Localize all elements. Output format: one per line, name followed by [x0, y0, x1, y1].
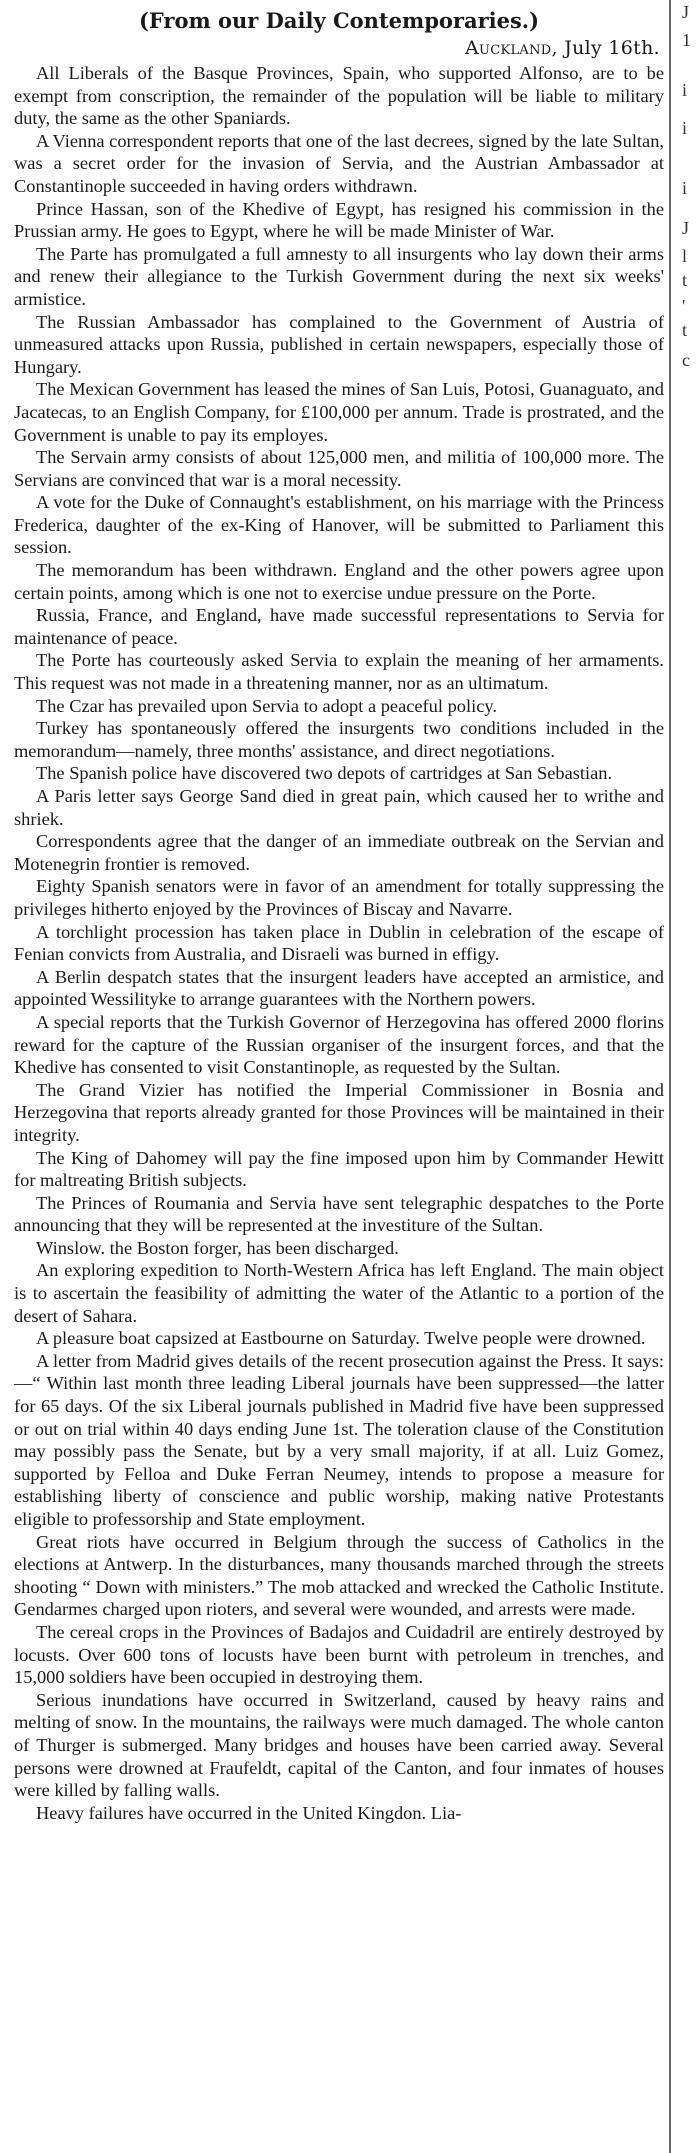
- news-item: Serious inundations have occurred in Switzerland, caused by heavy rains and melting of snow. In the mountains, the railways were much damaged. The whole canton of Thurger is submerged. Many bridges and houses have been carried away. Several persons were drowned at Fraufeldt, capital of the Canton, and four inmates of houses were killed by falling walls.: [14, 1689, 664, 1801]
- adjacent-column-fragment: [680, 0, 700, 2153]
- news-item: Correspondents agree that the danger of an immediate outbreak on the Servian and Motenegrin frontier is removed.: [14, 831, 664, 874]
- news-item: Heavy failures have occurred in the United Kingdon. Lia-: [36, 1802, 462, 1823]
- news-item: Prince Hassan, son of the Khedive of Egypt, has resigned his commission in the Prussian army. He goes to Egypt, where he will be made Minister of War.: [14, 198, 664, 242]
- news-item: The Servain army consists of about 125,000 men, and militia of 100,000 more. The Servians are convinced that war is a moral necessity.: [14, 447, 664, 490]
- column-rule: [669, 0, 671, 2153]
- news-column: [14, 8, 664, 1824]
- news-item: The Spanish police have discovered two depots of cartridges at San Sebastian.: [36, 763, 613, 784]
- news-items: [14, 62, 664, 1824]
- news-item: An exploring expedition to North-Western Africa has left England. The main object is to ascertain the feasibility of admitting the water of the Atlantic to a portion of the desert of Sahara.: [14, 1260, 664, 1326]
- gutter-glyph: i: [682, 118, 688, 138]
- gutter-glyph: i: [682, 178, 688, 198]
- news-item: Russia, France, and England, have made successful representations to Servia for maintenance of peace.: [14, 605, 664, 648]
- news-item: A Berlin despatch states that the insurgent leaders have accepted an armistice, and appointed Wessilityke to arrange guarantees with the Northern powers.: [14, 966, 664, 1010]
- news-item: The memorandum has been withdrawn. England and the other powers agree upon certain points, among which is one not to exercise undue pressure on the Porte.: [14, 560, 664, 603]
- news-item: A vote for the Duke of Connaught's establishment, on his marriage with the Princess Frederica, daughter of the ex-King of Hanover, will be submitted to Parliament this session.: [14, 492, 664, 558]
- gutter-glyph: t: [682, 270, 688, 290]
- news-item: A pleasure boat capsized at Eastbourne on Saturday. Twelve people were drowned.: [36, 1328, 646, 1349]
- dateline-date: , July 16th.: [551, 37, 660, 59]
- news-item: The Grand Vizier has notified the Imperial Commissioner in Bosnia and Herzegovina that reports already granted for those Provinces will be maintained in their integrity.: [14, 1079, 664, 1145]
- news-item: The Porte has courteously asked Servia to explain the meaning of her armaments. This request was not made in a threatening manner, nor as an ultimatum.: [14, 650, 664, 694]
- news-item: A letter from Madrid gives details of the recent prosecution against the Press. It says:—“ Within last month three leading Liberal journals have been suppressed—the latter for 65 days. Of the six Liberal journals published in Madrid five have been suppressed or out on trial within 40 days ending June 1st. The toleration clause of the Constitution may possibly pass the Senate, but by a very small majority, if at all. Luiz Gomez, supported by Felloa and Duke Ferran Neumey, intends to propose a measure for establishing liberty of conscience and public worship, making native Protestants eligible to professorship and State employment.: [14, 1350, 664, 1529]
- gutter-glyph: 1: [682, 30, 691, 50]
- dateline-place: Auckland: [464, 37, 552, 59]
- news-item: Great riots have occurred in Belgium through the success of Catholics in the elections at Antwerp. In the disturbances, many thousands marched through the streets shooting “ Down with ministers.” The mob attacked and wrecked the Catholic Institute. Gendarmes charged upon rioters, and several were wounded, and arrests were made.: [14, 1531, 664, 1620]
- gutter-glyph: ': [682, 296, 686, 316]
- news-item: Eighty Spanish senators were in favor of an amendment for totally suppressing the privileges hitherto enjoyed by the Provinces of Biscay and Navarre.: [14, 876, 664, 919]
- news-item: The cereal crops in the Provinces of Badajos and Cuidadril are entirely destroyed by locusts. Over 600 tons of locusts have been burnt with petroleum in trenches, and 15,000 soldiers have been occupied in destroying them.: [14, 1621, 664, 1688]
- news-item: The Parte has promulgated a full amnesty to all insurgents who lay down their arms and renew their allegiance to the Turkish Government during the next six weeks' armistice.: [14, 243, 664, 309]
- news-item: The Princes of Roumania and Servia have sent telegraphic despatches to the Porte announcing that they will be represented at the investiture of the Sultan.: [14, 1192, 664, 1236]
- news-item: The Russian Ambassador has complained to the Government of Austria of unmeasured attacks upon Russia, published in certain newspapers, especially those of Hungary.: [14, 311, 664, 377]
- news-item: The Czar has prevailed upon Servia to adopt a peaceful policy.: [36, 695, 497, 716]
- gutter-glyph: c: [682, 350, 690, 370]
- dateline: [14, 36, 660, 60]
- news-item: A Paris letter says George Sand died in great pain, which caused her to writhe and shriek.: [14, 786, 664, 829]
- gutter-glyph: J: [682, 2, 690, 22]
- gutter-glyph: t: [682, 320, 688, 340]
- news-item: A Vienna correspondent reports that one of the last decrees, signed by the late Sultan, was a secret order for the invasion of Servia, and the Austrian Ambassador at Constantinople succeeded in having orders withdrawn.: [14, 130, 664, 196]
- gutter-glyph: l: [682, 246, 688, 266]
- gutter-glyph: J: [682, 218, 690, 238]
- news-item: A torchlight procession has taken place in Dublin in celebration of the escape of Fenian convicts from Australia, and Disraeli was burned in effigy.: [14, 921, 664, 965]
- news-item: Turkey has spontaneously offered the insurgents two conditions included in the memorandum—namely, three months' assistance, and direct negotiations.: [14, 718, 664, 761]
- gutter-glyph: i: [682, 80, 688, 100]
- news-item: Winslow. the Boston forger, has been discharged.: [36, 1237, 399, 1258]
- news-item: All Liberals of the Basque Provinces, Spain, who supported Alfonso, are to be exempt from conscription, the remainder of the population will be liable to military duty, the same as the other Spaniards.: [14, 63, 664, 129]
- column-heading: (From our Daily Contemporaries.): [138, 8, 540, 33]
- news-item: The Mexican Government has leased the mines of San Luis, Potosi, Guanaguato, and Jacatecas, to an English Company, for £100,000 per annum. Trade is prostrated, and the Government is unable to pay its employes.: [14, 379, 664, 445]
- news-item: The King of Dahomey will pay the fine imposed upon him by Commander Hewitt for maltreating British subjects.: [14, 1147, 664, 1191]
- news-item: A special reports that the Turkish Governor of Herzegovina has offered 2000 florins reward for the capture of the Russian organiser of the insurgent forces, and that the Khedive has consented to visit Constantinople, as requested by the Sultan.: [14, 1011, 664, 1078]
